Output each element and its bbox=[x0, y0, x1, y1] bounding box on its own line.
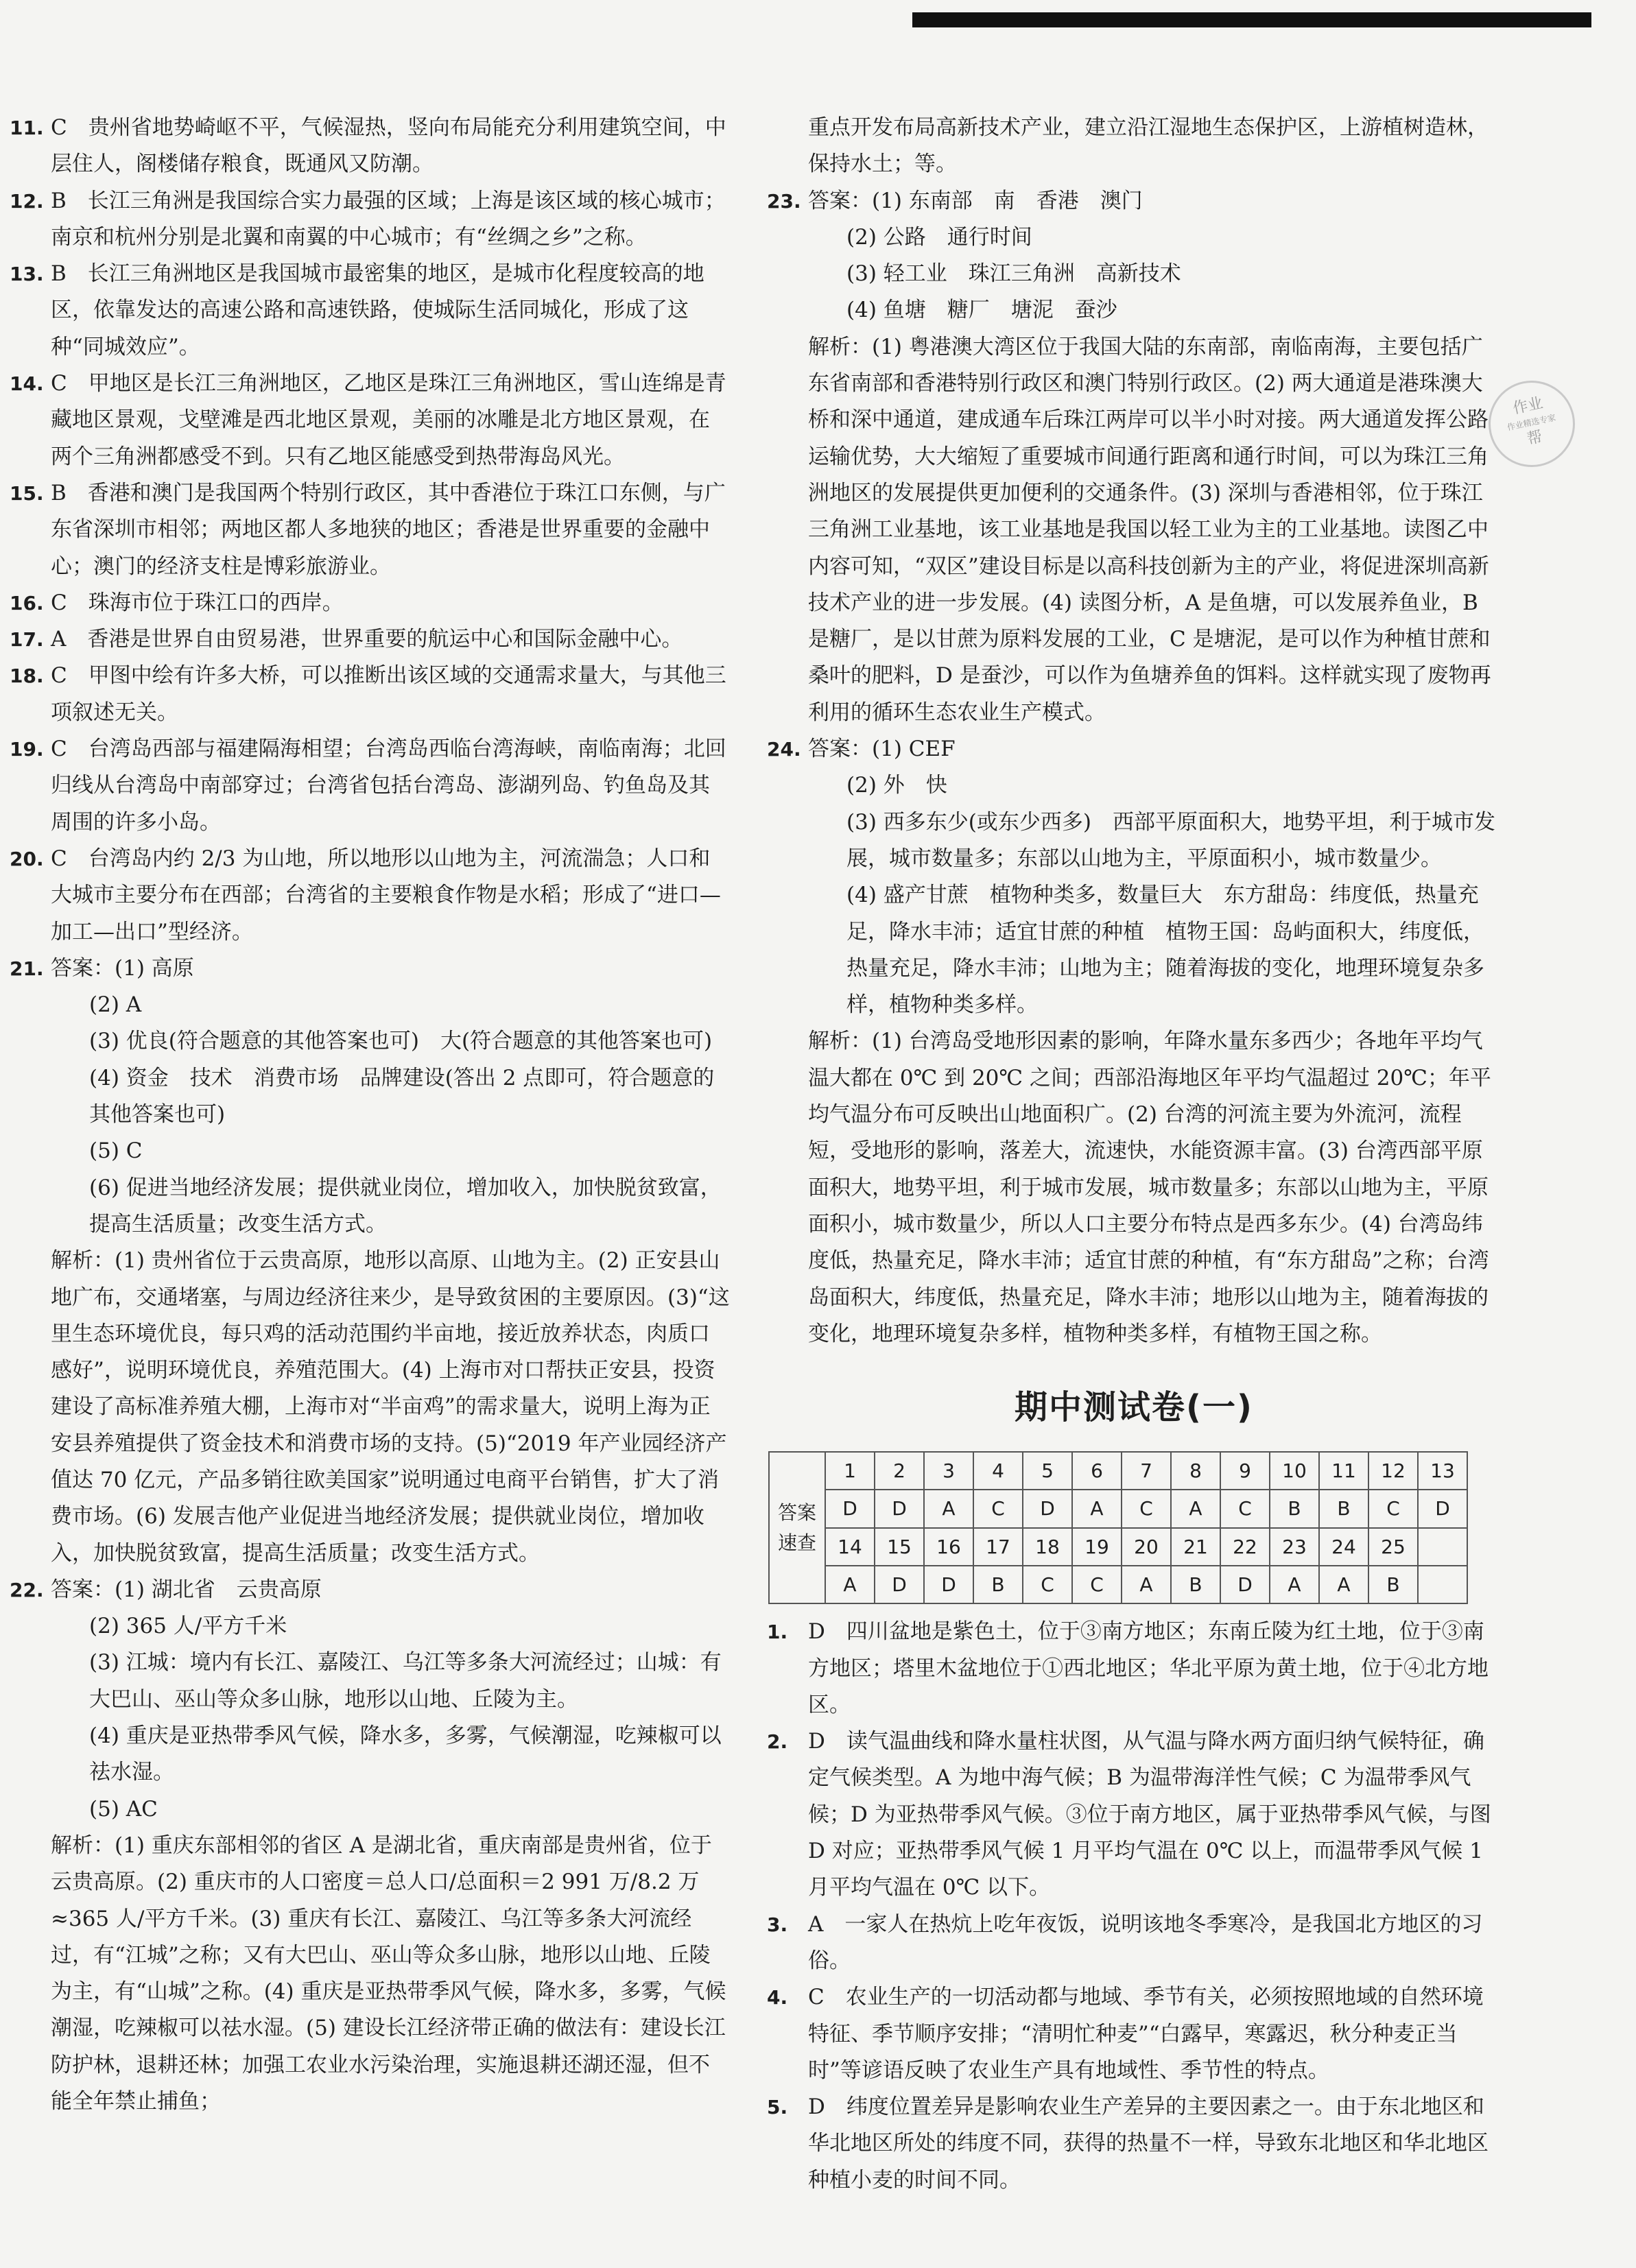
sub-answer: (3) 优良(符合题意的其他答案也可) 大(符合题意的其他答案也可) bbox=[89, 1029, 713, 1054]
table-cell: 20 bbox=[1122, 1528, 1171, 1566]
table-cell: 8 bbox=[1171, 1452, 1220, 1490]
answer-text: D 读气温曲线和降水量柱状图，从气温与降水两方面归纳气候特征，确定气候类型。A 为地中海气候；B 为温带海洋性气候；C 为温带季风气候；D 为亚热带季风气候。③位于南方地区，属于亚热带季风气候，与图 D 对应；亚热带季风气候 1 月平均气温在 0℃ 以上，而温带季风气候 1 月平均气温在 0℃ 以下。 bbox=[808, 1729, 1491, 1900]
sub-answer: (2) 外 快 bbox=[846, 773, 947, 798]
table-cell: 13 bbox=[1418, 1452, 1467, 1490]
question-number: 15. bbox=[10, 481, 44, 505]
sub-answer: (2) 公路 通行时间 bbox=[846, 224, 1032, 250]
stamp-text: 作业精选专家 bbox=[1506, 412, 1557, 433]
answer-line: 答案：(1) CEF bbox=[808, 737, 956, 762]
question-number: 20. bbox=[10, 847, 44, 870]
table-cell: A bbox=[1122, 1566, 1171, 1603]
question-23 bbox=[767, 183, 1501, 731]
sub-answer: (3) 西多东少(或东少西多) 西部平原面积大，地势平坦，利于城市发展，城市数量多；东部以山地为主，平原面积小，城市数量少。 bbox=[846, 809, 1495, 871]
answer-text: C 贵州省地势崎岖不平，气候湿热，竖向布局能充分利用建筑空间，中层住人，阁楼储存粮食，既通风又防潮。 bbox=[51, 115, 726, 177]
table-cell: D bbox=[1418, 1490, 1467, 1527]
question-21 bbox=[10, 951, 730, 1572]
table-cell: D bbox=[875, 1490, 924, 1527]
table-cell: C bbox=[973, 1490, 1023, 1527]
table-cell: B bbox=[1171, 1566, 1220, 1603]
question-number: 1. bbox=[767, 1621, 788, 1644]
table-cell: D bbox=[825, 1490, 875, 1527]
answer-text: A 一家人在热炕上吃年夜饭，说明该地冬季寒冷，是我国北方地区的习俗。 bbox=[808, 1911, 1483, 1973]
table-cell: D bbox=[924, 1566, 973, 1603]
left-column bbox=[10, 110, 730, 2120]
table-cell: 7 bbox=[1122, 1452, 1171, 1490]
stamp-text: 作业 bbox=[1511, 394, 1545, 418]
table-cell: 3 bbox=[924, 1452, 973, 1490]
label-line: 速查 bbox=[777, 1531, 816, 1554]
question-20 bbox=[10, 841, 730, 951]
answer-text: C 珠海市位于珠江口的西岸。 bbox=[51, 590, 344, 615]
question-number: 22. bbox=[10, 1578, 44, 1601]
table-cell: B bbox=[1270, 1490, 1319, 1527]
table-cell: 5 bbox=[1023, 1452, 1072, 1490]
sub-answer: (5) C bbox=[89, 1138, 143, 1164]
stamp-text: 帮 bbox=[1526, 428, 1544, 449]
table-cell: 21 bbox=[1171, 1528, 1220, 1566]
continued-text: 重点开发布局高新技术产业，建立沿江湿地生态保护区，上游植树造林，保持水土；等。 bbox=[808, 115, 1489, 177]
answer-text: D 四川盆地是紫色土，位于③南方地区；东南丘陵为红土地，位于③南方地区；塔里木盆地位于①西北地区；华北平原为黄土地，位于④北方地区。 bbox=[808, 1619, 1489, 1717]
question-14 bbox=[10, 366, 730, 475]
question-17 bbox=[10, 621, 730, 658]
table-cell: 23 bbox=[1270, 1528, 1319, 1566]
table-cell: 12 bbox=[1368, 1452, 1418, 1490]
answer-line: 答案：(1) 湖北省 云贵高原 bbox=[51, 1577, 322, 1602]
table-cell: A bbox=[1319, 1566, 1368, 1603]
question-number: 17. bbox=[10, 628, 44, 652]
table-cell: 9 bbox=[1220, 1452, 1270, 1490]
sub-answer: (3) 江城：境内有长江、嘉陵江、乌江等多条大河流经过；山城：有大巴山、巫山等众多山脉，地形以山地、丘陵为主。 bbox=[89, 1650, 722, 1712]
right-column bbox=[767, 110, 1501, 2199]
question-number: 16. bbox=[10, 591, 44, 614]
answer-text: C 农业生产的一切活动都与地域、季节有关，必须按照地域的自然环境特征、季节顺序安排；“清明忙种麦”“白露早，寒露迟，秋分种麦正当时”等谚语反映了农业生产具有地域性、季节性的特点。 bbox=[808, 1985, 1484, 2083]
question-number: 13. bbox=[10, 263, 44, 286]
table-cell: C bbox=[1368, 1490, 1418, 1527]
answer-text: B 长江三角洲地区是我国城市最密集的地区，是城市化程度较高的地区，依靠发达的高速公路和高速铁路，使城际生活同城化，形成了这种“同城效应”。 bbox=[51, 261, 704, 359]
question-22 bbox=[10, 1572, 730, 2120]
sub-answer: (4) 资金 技术 消费市场 品牌建设(答出 2 点即可，符合题意的其他答案也可) bbox=[89, 1065, 715, 1127]
question-number: 19. bbox=[10, 738, 44, 761]
analysis-text: 解析：(1) 台湾岛受地形因素的影响，年降水量东多西少；各地年平均气温大都在 0℃ 到 20℃ 之间；西部沿海地区年平均气温超过 20℃；年平均气温分布可反映出山地面积广。(2) 台湾的河流主要为外流河，流程短，受地形的影响，落差大，流速快，水能资源丰富。(3) 台湾西部平原面积大，地势平坦，利于城市发展，城市数量多；东部以山地为主，平原面积小，城市数量少，所以人口主要分布特点是西多东少。(4) 台湾岛纬度低，热量充足，降水丰沛；适宜甘蔗的种植，有“东方甜岛”之称；台湾岛面积大，纬度低，热量充足，降水丰沛；地形以山地为主，随着海拔的变化，地理环境复杂多样，植物种类多样，有植物王国之称。 bbox=[808, 1029, 1491, 1346]
question-number: 24. bbox=[767, 738, 801, 761]
section-title: 期中测试卷(一) bbox=[1015, 1388, 1253, 1427]
question-12 bbox=[10, 183, 730, 256]
question-24 bbox=[767, 731, 1501, 1352]
exam-question-1 bbox=[767, 1614, 1501, 1723]
sub-answer: (2) A bbox=[89, 992, 142, 1018]
table-cell: 25 bbox=[1368, 1528, 1418, 1566]
question-number: 23. bbox=[767, 189, 801, 213]
sub-answer: (5) AC bbox=[89, 1796, 158, 1822]
question-number: 4. bbox=[767, 1986, 788, 2009]
answer-text: C 甲地区是长江三角洲地区，乙地区是珠江三角洲地区，雪山连绵是青藏地区景观，戈壁滩是西北地区景观，美丽的冰雕是北方地区景观，在两个三角洲都感受不到。只有乙地区能感受到热带海岛风光。 bbox=[51, 371, 726, 469]
table-cell: D bbox=[1023, 1490, 1072, 1527]
question-number: 3. bbox=[767, 1913, 788, 1936]
table-cell: 1 bbox=[825, 1452, 875, 1490]
table-cell: C bbox=[1072, 1566, 1122, 1603]
table-cell: B bbox=[973, 1566, 1023, 1603]
answer-text: C 台湾岛西部与福建隔海相望；台湾岛西临台湾海峡，南临南海；北回归线从台湾岛中南部穿过；台湾省包括台湾岛、澎湖列岛、钓鱼岛及其周围的许多小岛。 bbox=[51, 737, 726, 835]
question-number: 12. bbox=[10, 189, 44, 213]
table-cell: 14 bbox=[825, 1528, 875, 1566]
exam-question-5 bbox=[767, 2089, 1501, 2199]
question-number: 14. bbox=[10, 372, 44, 396]
sub-answer: (4) 盛产甘蔗 植物种类多，数量巨大 东方甜岛：纬度低，热量充足，降水丰沛；适宜甘蔗的种植 植物王国：岛屿面积大，纬度低，热量充足，降水丰沛；山地为主；随着海拔的变化，地理环境复杂多样，植物种类多样。 bbox=[846, 883, 1484, 1018]
answer-quick-check-table bbox=[768, 1451, 1468, 1604]
answer-text: D 纬度位置差异是影响农业生产差异的主要因素之一。由于东北地区和华北地区所处的纬度不同，获得的热量不一样，导致东北地区和华北地区种植小麦的时间不同。 bbox=[808, 2094, 1489, 2193]
table-cell: A bbox=[1072, 1490, 1122, 1527]
table-cell: A bbox=[924, 1490, 973, 1527]
table-cell-empty bbox=[1418, 1566, 1467, 1603]
question-18 bbox=[10, 658, 730, 731]
question-number: 11. bbox=[10, 117, 44, 139]
table-cell: 18 bbox=[1023, 1528, 1072, 1566]
table-row bbox=[769, 1566, 1467, 1603]
table-cell: A bbox=[825, 1566, 875, 1603]
answer-text: C 台湾岛内约 2/3 为山地，所以地形以山地为主，河流湍急；人口和大城市主要分布在西部；台湾省的主要粮食作物是水稻；形成了“进口—加工—出口”型经济。 bbox=[51, 846, 721, 944]
answer-text: B 香港和澳门是我国两个特别行政区，其中香港位于珠江口东侧，与广东省深圳市相邻；两地区都人多地狭的地区；香港是世界重要的金融中心；澳门的经济支柱是博彩旅游业。 bbox=[51, 480, 726, 579]
table-cell: 19 bbox=[1072, 1528, 1122, 1566]
table-cell: B bbox=[1319, 1490, 1368, 1527]
analysis-text: 解析：(1) 粤港澳大湾区位于我国大陆的东南部，南临南海，主要包括广东省南部和香港特别行政区和澳门特别行政区。(2) 两大通道是港珠澳大桥和深中通道，建成通车后珠江两岸可以半小时对接。两大通道发挥公路运输优势，大大缩短了重要城市间通行距离和通行时间，可以为珠江三角洲地区的发展提供更加便利的交通条件。(3) 深圳与香港相邻，位于珠江三角洲工业基地，该工业基地是我国以轻工业为主的工业基地。读图乙中内容可知，“双区”建设目标是以高科技创新为主的产业，将促进深圳高新技术产业的进一步发展。(4) 读图分析，A 是鱼塘，可以发展养鱼业，B 是糖厂，是以甘蔗为原料发展的工业，C 是塘泥，是可以作为种植甘蔗和桑叶的肥料，D 是蚕沙，可以作为鱼塘养鱼的饵料。这样就实现了废物再利用的循环生态农业生产模式。 bbox=[808, 334, 1491, 725]
answer-text: A 香港是世界自由贸易港，世界重要的航运中心和国际金融中心。 bbox=[51, 627, 683, 652]
table-cell: 22 bbox=[1220, 1528, 1270, 1566]
table-cell: 6 bbox=[1072, 1452, 1122, 1490]
table-label bbox=[769, 1452, 825, 1603]
sub-answer: (3) 轻工业 珠江三角洲 高新技术 bbox=[846, 261, 1181, 287]
answer-text: B 长江三角洲是我国综合实力最强的区域；上海是该区域的核心城市；南京和杭州分别是北翼和南翼的中心城市；有“丝绸之乡”之称。 bbox=[51, 188, 726, 250]
question-13 bbox=[10, 256, 730, 366]
table-row bbox=[769, 1528, 1467, 1566]
table-cell: C bbox=[1023, 1566, 1072, 1603]
table-cell: D bbox=[875, 1566, 924, 1603]
table-cell: 4 bbox=[973, 1452, 1023, 1490]
table-row bbox=[769, 1452, 1467, 1490]
table-cell: 2 bbox=[875, 1452, 924, 1490]
table-cell: C bbox=[1220, 1490, 1270, 1527]
top-black-bar bbox=[912, 12, 1591, 27]
question-11 bbox=[10, 110, 730, 183]
question-15 bbox=[10, 475, 730, 585]
table-cell: A bbox=[1270, 1566, 1319, 1603]
table-row bbox=[769, 1490, 1467, 1527]
analysis-text: 解析：(1) 重庆东部相邻的省区 A 是湖北省，重庆南部是贵州省，位于云贵高原。(2) 重庆市的人口密度＝总人口/总面积＝2 991 万/8.2 万≈365 人/平方千米。(3) 重庆有长江、嘉陵江、乌江等多条大河流经过，有“江城”之称；又有大巴山、巫山等众多山脉，地形以山地、丘陵为主，有“山城”之称。(4) 重庆是亚热带季风气候，降水多，多雾，气候潮湿，吃辣椒可以祛水湿。(5) 建设长江经济带正确的做法有：建设长江防护林，退耕还林；加强工农业水污染治理，实施退耕还湖还湿，但不能全年禁止捕鱼； bbox=[51, 1833, 726, 2114]
exam-question-2 bbox=[767, 1723, 1501, 1906]
table-cell: 10 bbox=[1270, 1452, 1319, 1490]
table-cell: 24 bbox=[1319, 1528, 1368, 1566]
sub-answer: (6) 促进当地经济发展；提供就业岗位，增加收入，加快脱贫致富，提高生活质量；改变生活方式。 bbox=[89, 1175, 722, 1237]
table-cell: 16 bbox=[924, 1528, 973, 1566]
label-line: 答案 bbox=[777, 1501, 816, 1524]
question-number: 2. bbox=[767, 1730, 788, 1754]
table-cell: 17 bbox=[973, 1528, 1023, 1566]
sub-answer: (4) 重庆是亚热带季风气候，降水多，多雾，气候潮湿，吃辣椒可以祛水湿。 bbox=[89, 1723, 722, 1785]
answer-text: C 甲图中绘有许多大桥，可以推断出该区域的交通需求量大，与其他三项叙述无关。 bbox=[51, 663, 726, 725]
answer-line: 答案：(1) 高原 bbox=[51, 955, 194, 981]
question-19 bbox=[10, 731, 730, 841]
question-number: 5. bbox=[767, 2096, 788, 2119]
table-cell: C bbox=[1122, 1490, 1171, 1527]
question-16 bbox=[10, 585, 730, 621]
table-cell-empty bbox=[1418, 1528, 1467, 1566]
table-cell: 15 bbox=[875, 1528, 924, 1566]
question-number: 18. bbox=[10, 665, 44, 688]
question-number: 21. bbox=[10, 957, 44, 980]
table-cell: A bbox=[1171, 1490, 1220, 1527]
table-cell: B bbox=[1368, 1566, 1418, 1603]
analysis-text: 解析：(1) 贵州省位于云贵高原，地形以高原、山地为主。(2) 正安县山地广布，交通堵塞，与周边经济往来少，是导致贫困的主要原因。(3)“这里生态环境优良，每只鸡的活动范围约半亩地，接近放养状态，肉质口感好”，说明环境优良，养殖范围大。(4) 上海市对口帮扶正安县，投资建设了高标准养殖大棚，上海市对“半亩鸡”的需求量大，说明上海为正安县养殖提供了资金技术和消费市场的支持。(5)“2019 年产业园经济产值达 70 亿元，产品多销往欧美国家”说明通过电商平台销售，扩大了消费市场。(6) 发展吉他产业促进当地经济发展；提供就业岗位，增加收入，加快脱贫致富，提高生活质量；改变生活方式。 bbox=[51, 1248, 730, 1566]
exam-question-3 bbox=[767, 1907, 1501, 1980]
answer-line: 答案：(1) 东南部 南 香港 澳门 bbox=[808, 188, 1143, 213]
exam-question-4 bbox=[767, 1979, 1501, 2089]
sub-answer: (2) 365 人/平方千米 bbox=[89, 1614, 287, 1639]
sub-answer: (4) 鱼塘 糖厂 塘泥 蚕沙 bbox=[846, 298, 1117, 323]
table-cell: D bbox=[1220, 1566, 1270, 1603]
table-cell: 11 bbox=[1319, 1452, 1368, 1490]
